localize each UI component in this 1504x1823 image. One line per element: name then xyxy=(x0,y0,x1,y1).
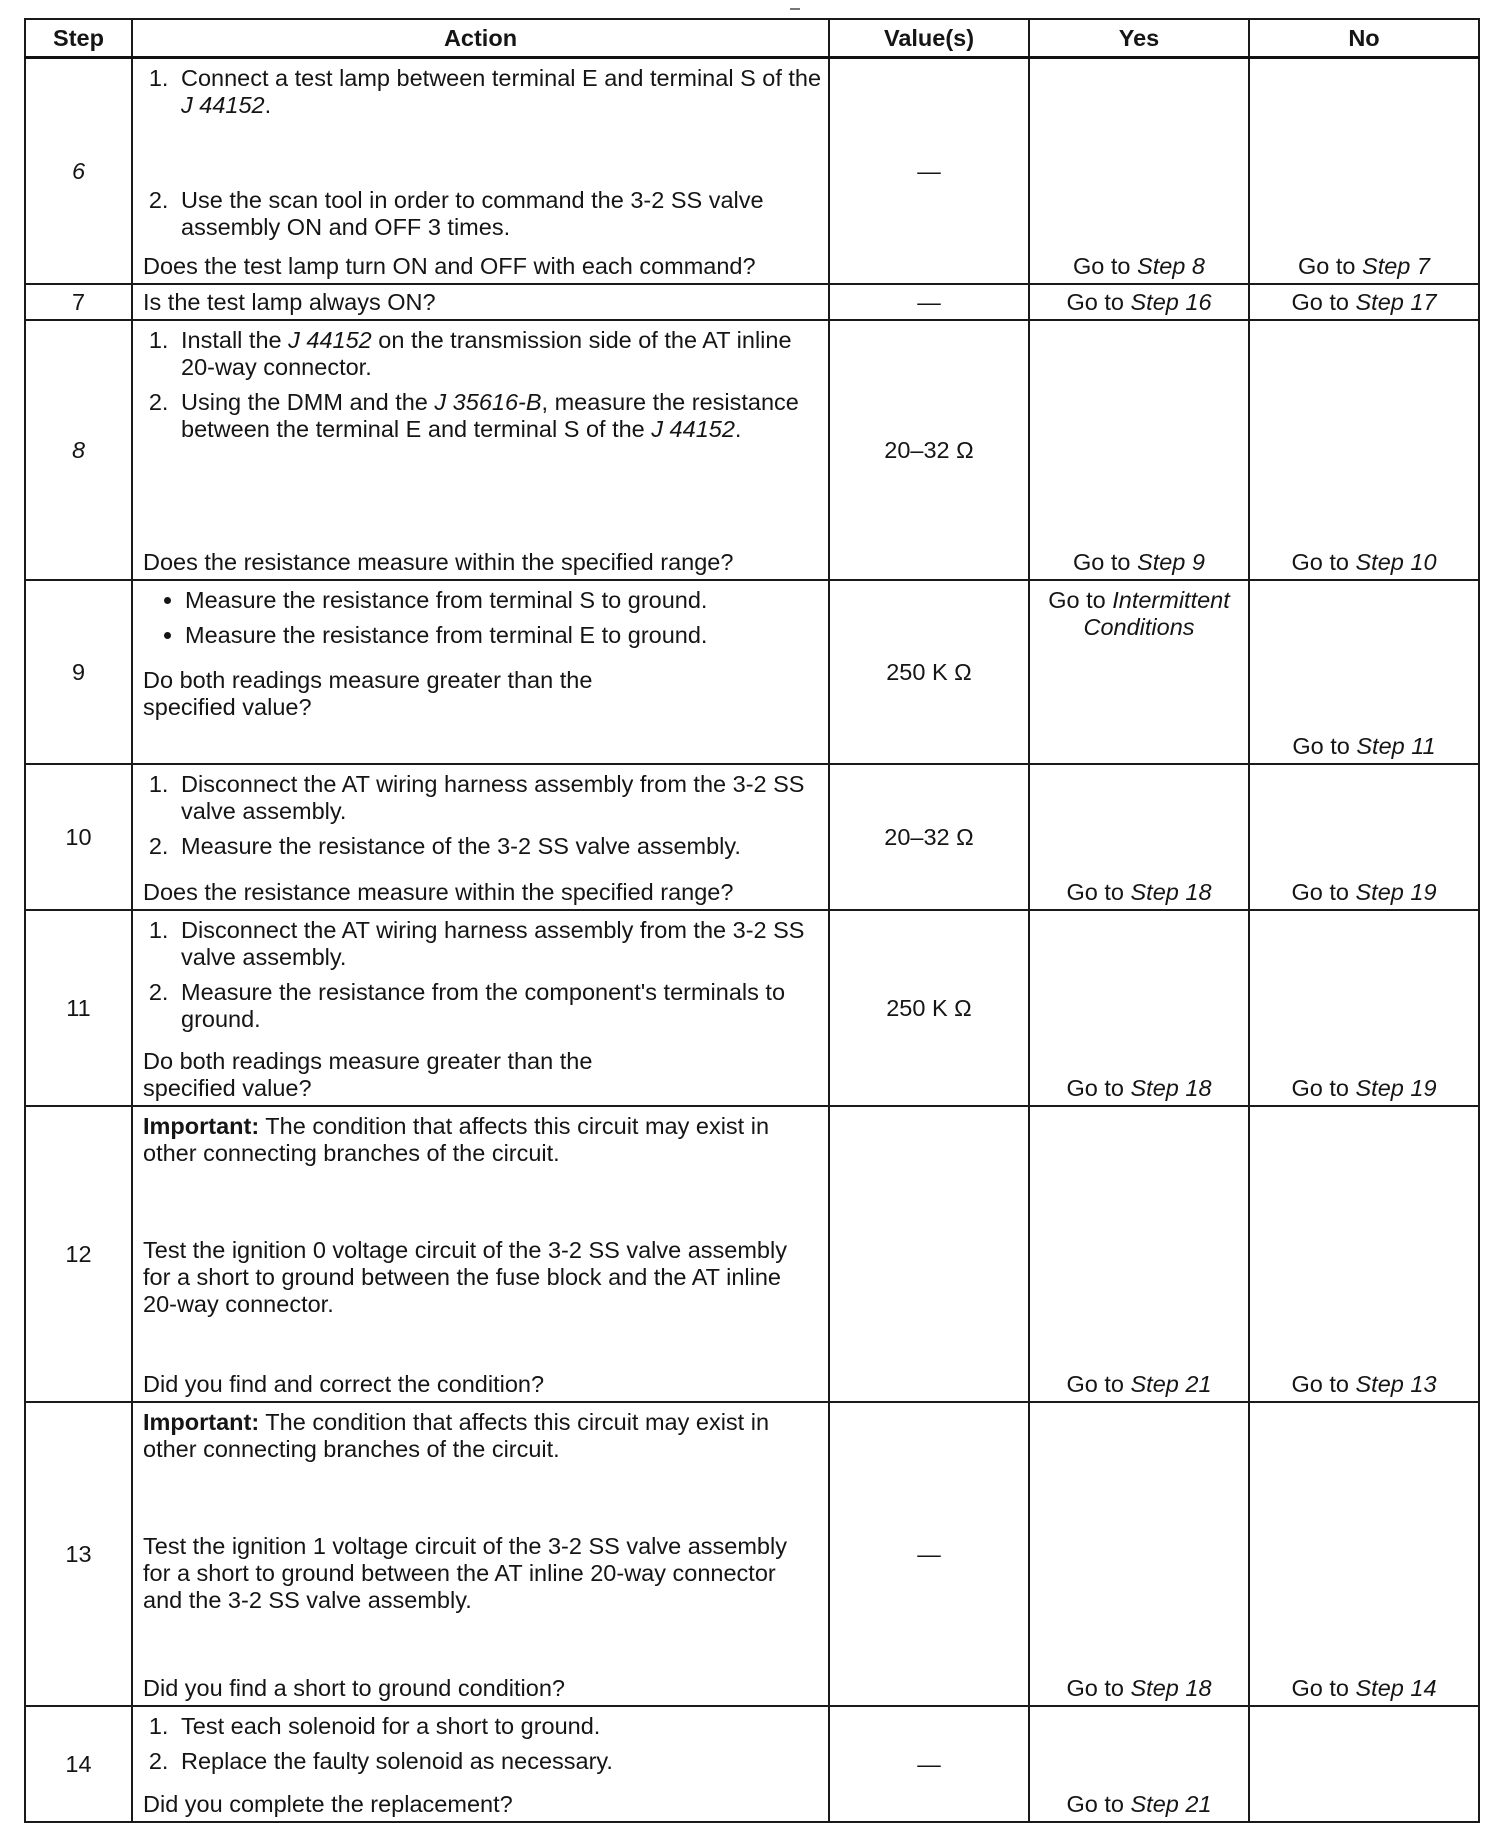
list-item: 2. Use the scan tool in order to command the 3-2 SS valve assembly ON and OFF 3 times. xyxy=(175,187,828,241)
no-cell[interactable]: Go to Step 11 xyxy=(1249,580,1479,764)
table-row xyxy=(25,58,1479,285)
table-row xyxy=(25,910,1479,1106)
list-item: 1. Disconnect the AT wiring harness assembly from the 3-2 SS valve assembly. xyxy=(175,771,828,825)
value-cell: 250 K Ω xyxy=(829,580,1029,764)
value-cell: — xyxy=(829,284,1029,320)
value-cell: — xyxy=(829,58,1029,285)
table-row xyxy=(25,580,1479,764)
header-values: Value(s) xyxy=(829,19,1029,58)
question: Do both readings measure greater than the specified value? xyxy=(143,667,593,720)
list-item: 2. Using the DMM and the J 35616-B, measure the resistance between the terminal E and terminal S of the J 44152. xyxy=(175,389,828,443)
action-cell xyxy=(132,284,829,320)
action-text: Test the ignition 1 voltage circuit of the 3-2 SS valve assembly for a short to ground between the AT inline 20-way connector and the 3-2 SS valve assembly. xyxy=(143,1533,787,1613)
action-cell xyxy=(132,764,829,910)
step-number: 13 xyxy=(25,1402,132,1706)
list-item: 2. Measure the resistance of the 3-2 SS valve assembly. xyxy=(175,833,828,860)
no-cell[interactable]: Go to Step 7 xyxy=(1249,58,1479,285)
table-row xyxy=(25,320,1479,580)
step-number: 7 xyxy=(25,284,132,320)
important-note: Important: The condition that affects this circuit may exist in other connecting branches of the circuit. xyxy=(143,1409,770,1462)
header-yes: Yes xyxy=(1029,19,1249,58)
list-item: 2. Replace the faulty solenoid as necessary. xyxy=(175,1748,828,1775)
action-cell xyxy=(132,910,829,1106)
header-action: Action xyxy=(132,19,829,58)
yes-cell[interactable]: Go to Step 8 xyxy=(1029,58,1249,285)
scan-mark xyxy=(790,8,800,10)
value-cell: — xyxy=(829,1706,1029,1822)
yes-cell[interactable]: Go to Step 21 xyxy=(1029,1106,1249,1402)
action-cell xyxy=(132,1706,829,1822)
question: Do both readings measure greater than the specified value? xyxy=(143,1048,593,1101)
list-item: 1. Test each solenoid for a short to ground. xyxy=(175,1713,828,1740)
action-cell xyxy=(132,320,829,580)
no-cell[interactable]: Go to Step 17 xyxy=(1249,284,1479,320)
list-item: • Measure the resistance from terminal S to ground. xyxy=(185,587,828,614)
no-cell[interactable]: Go to Step 10 xyxy=(1249,320,1479,580)
table-row xyxy=(25,1106,1479,1402)
yes-cell[interactable]: Go to Step 16 xyxy=(1029,284,1249,320)
list-item: 1. Install the J 44152 on the transmission side of the AT inline 20-way connector. xyxy=(175,327,828,381)
question: Did you find and correct the condition? xyxy=(143,1371,545,1397)
question: Did you complete the replacement? xyxy=(143,1791,513,1817)
question: Is the test lamp always ON? xyxy=(143,289,436,315)
action-cell xyxy=(132,1402,829,1706)
question: Did you find a short to ground condition? xyxy=(143,1675,565,1701)
list-item: 1. Disconnect the AT wiring harness assembly from the 3-2 SS valve assembly. xyxy=(175,917,828,971)
no-cell[interactable]: Go to Step 14 xyxy=(1249,1402,1479,1706)
table-row xyxy=(25,284,1479,320)
yes-cell[interactable]: Go to Intermittent Conditions xyxy=(1029,580,1249,764)
value-cell: 20–32 Ω xyxy=(829,764,1029,910)
list-item: 1. Connect a test lamp between terminal E and terminal S of the J 44152. xyxy=(175,65,828,119)
action-cell xyxy=(132,1106,829,1402)
table-row xyxy=(25,1402,1479,1706)
action-text: Test the ignition 0 voltage circuit of the 3-2 SS valve assembly for a short to ground between the fuse block and the AT inline 20-way connector. xyxy=(143,1237,787,1317)
question: Does the resistance measure within the specified range? xyxy=(143,879,734,905)
no-cell[interactable]: Go to Step 13 xyxy=(1249,1106,1479,1402)
step-number: 10 xyxy=(25,764,132,910)
diagnostic-table xyxy=(24,18,1480,1823)
step-number: 9 xyxy=(25,580,132,764)
list-item: 2. Measure the resistance from the component's terminals to ground. xyxy=(175,979,828,1033)
step-number: 12 xyxy=(25,1106,132,1402)
table-row xyxy=(25,1706,1479,1822)
step-number: 14 xyxy=(25,1706,132,1822)
value-cell: — xyxy=(829,1402,1029,1706)
question: Does the resistance measure within the specified range? xyxy=(143,549,734,575)
yes-cell[interactable]: Go to Step 18 xyxy=(1029,910,1249,1106)
no-cell xyxy=(1249,1706,1479,1822)
important-note: Important: The condition that affects this circuit may exist in other connecting branches of the circuit. xyxy=(143,1113,770,1166)
step-number: 11 xyxy=(25,910,132,1106)
yes-cell[interactable]: Go to Step 21 xyxy=(1029,1706,1249,1822)
header-no: No xyxy=(1249,19,1479,58)
step-number: 8 xyxy=(25,320,132,580)
action-cell xyxy=(132,580,829,764)
value-cell: 20–32 Ω xyxy=(829,320,1029,580)
header-step: Step xyxy=(25,19,132,58)
no-cell[interactable]: Go to Step 19 xyxy=(1249,910,1479,1106)
yes-cell[interactable]: Go to Step 18 xyxy=(1029,1402,1249,1706)
table-row xyxy=(25,764,1479,910)
yes-cell[interactable]: Go to Step 9 xyxy=(1029,320,1249,580)
no-cell[interactable]: Go to Step 19 xyxy=(1249,764,1479,910)
header-row xyxy=(25,19,1479,58)
value-cell: 250 K Ω xyxy=(829,910,1029,1106)
step-number: 6 xyxy=(25,58,132,285)
value-cell xyxy=(829,1106,1029,1402)
list-item: • Measure the resistance from terminal E to ground. xyxy=(185,622,828,649)
question: Does the test lamp turn ON and OFF with each command? xyxy=(143,253,756,279)
action-cell xyxy=(132,58,829,285)
yes-cell[interactable]: Go to Step 18 xyxy=(1029,764,1249,910)
